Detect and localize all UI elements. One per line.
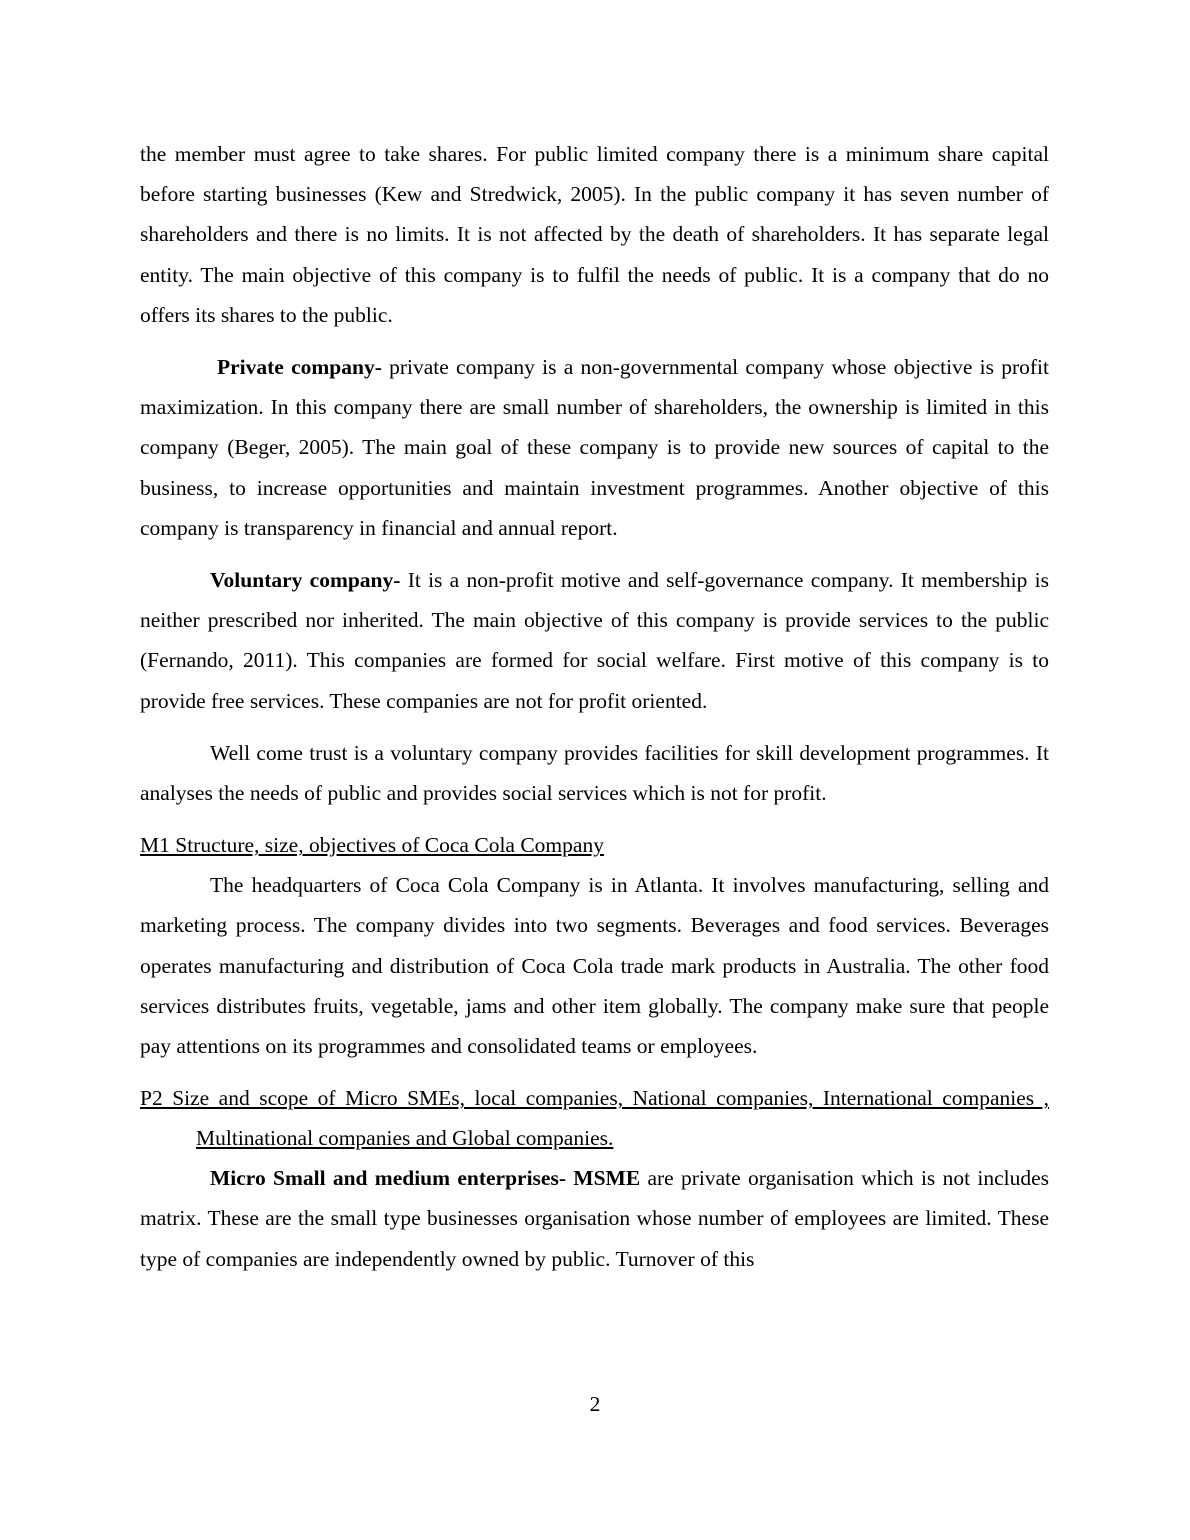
voluntary-company-text: It is a non-profit motive and self-governance company. It membership is neither prescribed nor inherited. The main objective of this company is provide services to the public (Fernando, 2011). This companies are formed for social welfare. First motive of this company is to provide free services. These companies are not for profit oriented.	[140, 568, 1050, 713]
paragraph-wellcome-trust: Well come trust is a voluntary company provides facilities for skill development programmes. It analyses the needs of public and provides social services which is not for profit.	[140, 740, 1049, 806]
page-body	[140, 134, 1049, 1291]
term-voluntary-company: Voluntary company-	[210, 568, 401, 593]
paragraph-voluntary-company	[140, 560, 1049, 721]
term-private-company: Private company-	[217, 355, 382, 380]
paragraph-public-company-continued: the member must agree to take shares. For public limited company there is a minimum share capital before starting businesses (Kew and Stredwick, 2005). In the public company it has seven number of shareholders and there is no limits. It is not affected by the death of shareholders. It has separate legal entity. The main objective of this company is to fulfil the needs of public. It is a company that do no offers its shares to the public.	[140, 142, 1049, 327]
page-number: 2	[589, 1392, 601, 1416]
paragraph-coca-cola-structure: The headquarters of Coca Cola Company is in Atlanta. It involves manufacturing, selling and marketing process. The company divides into two segments. Beverages and food services. Beverages operates manufacturing and distribution of Coca Cola trade mark products in Australia. The other food services distributes fruits, vegetable, jams and other item globally. The company make sure that people pay attentions on its programmes and consolidated teams or employees.	[140, 873, 1049, 1059]
paragraph-msme	[140, 1158, 1049, 1279]
paragraph-private-company	[140, 347, 1049, 548]
heading-p2-size-scope: P2 Size and scope of Micro SMEs, local companies, National companies, International companies , Multinational companies and Global companies.	[140, 1086, 1049, 1151]
heading-m1-coca-cola: M1 Structure, size, objectives of Coca Cola Company	[140, 833, 604, 858]
private-company-text: private company is a non-governmental company whose objective is profit maximization. In this company there are small number of shareholders, the ownership is limited in this company (Beger, 2005). The main goal of these company is to provide new sources of capital to the business, to increase opportunities and maintain investment programmes. Another objective of this company is transparency in financial and annual report.	[140, 355, 1049, 540]
msme-text: are private organisation which is not includes matrix. These are the small type businesses organisation whose number of employees are limited. These type of companies are independently owned by public. Turnover of this	[140, 1166, 1049, 1271]
term-msme: Micro Small and medium enterprises- MSME	[210, 1166, 641, 1191]
